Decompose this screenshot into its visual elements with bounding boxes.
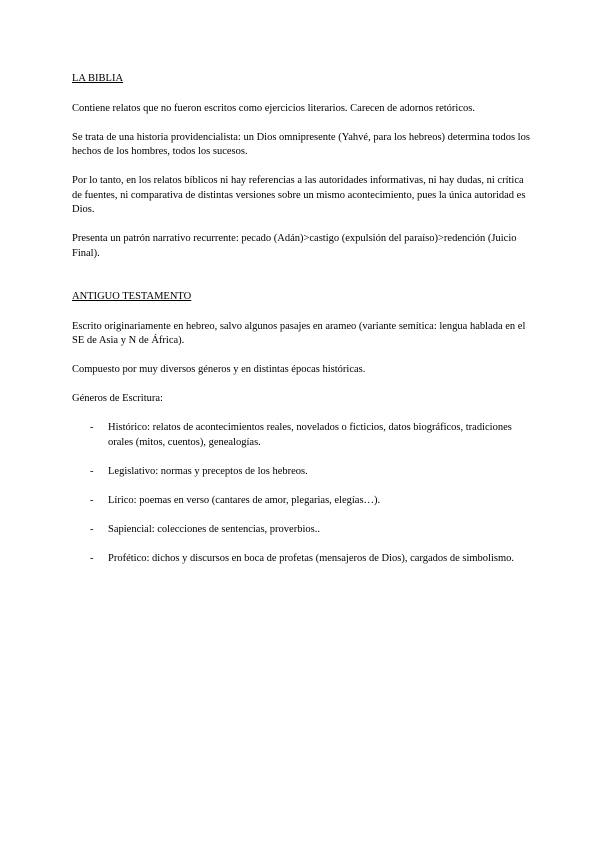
paragraph-compuesto: Compuesto por muy diversos géneros y en distintas épocas históricas.	[72, 364, 366, 375]
section-spacer	[72, 276, 532, 291]
bullet-dash: -	[90, 465, 94, 477]
genres-list	[72, 421, 532, 566]
list-item-text: Profético: dichos y discursos en boca de profetas (mensajeros de Dios), cargados de simbolismo.	[108, 552, 515, 564]
bullet-dash: -	[90, 494, 94, 506]
bullet-dash: -	[90, 523, 94, 535]
list-item-profetico	[72, 552, 532, 567]
paragraph-patron-narrativo: Presenta un patrón narrativo recurrente: pecado (Adán)>castigo (expulsión del paraíso)>redención (Juicio Final).	[72, 233, 517, 259]
paragraph-relatos: Contiene relatos que no fueron escritos como ejercicios literarios. Carecen de adornos retóricos.	[72, 102, 475, 114]
bullet-dash: -	[90, 552, 94, 564]
section-heading-la-biblia: LA BIBLIA	[72, 73, 124, 84]
list-item-lirico	[72, 494, 532, 509]
list-item-historico	[72, 421, 532, 450]
list-item-text: Sapiencial: colecciones de sentencias, proverbios..	[108, 523, 320, 535]
section-heading-antiguo-testamento: ANTIGUO TESTAMENTO	[72, 291, 192, 302]
list-item-text: Histórico: relatos de acontecimientos reales, novelados o ficticios, datos biográficos, tradiciones orales (mitos, cuentos), genealogías.	[108, 422, 512, 448]
document-page	[72, 72, 532, 581]
paragraph-relatos-biblicos: Por lo tanto, en los relatos bíblicos ni hay referencias a las autoridades informativas, ni hay dudas, ni crítica de fuentes, ni comparativa de distintas versiones sobre un mismo acontecimiento, pues la única autoridad es Dios.	[72, 175, 526, 215]
list-item-sapiencial	[72, 523, 532, 538]
list-item-legislativo	[72, 465, 532, 480]
list-item-text: Legislativo: normas y preceptos de los hebreos.	[108, 465, 308, 477]
bullet-dash: -	[90, 422, 94, 433]
paragraph-historia-providencialista: Se trata de una historia providencialista: un Dios omnipresente (Yahvé, para los hebreos) determina todos los hechos de los hombres, todos los sucesos.	[72, 131, 530, 157]
paragraph-generos-label: Géneros de Escritura:	[72, 393, 163, 404]
paragraph-escrito-hebreo: Escrito originariamente en hebreo, salvo algunos pasajes en arameo (variante semítica: lengua hablada en el SE de Asia y N de África).	[72, 320, 526, 346]
list-item-text: Lírico: poemas en verso (cantares de amor, plegarias, elegías…).	[108, 494, 381, 506]
